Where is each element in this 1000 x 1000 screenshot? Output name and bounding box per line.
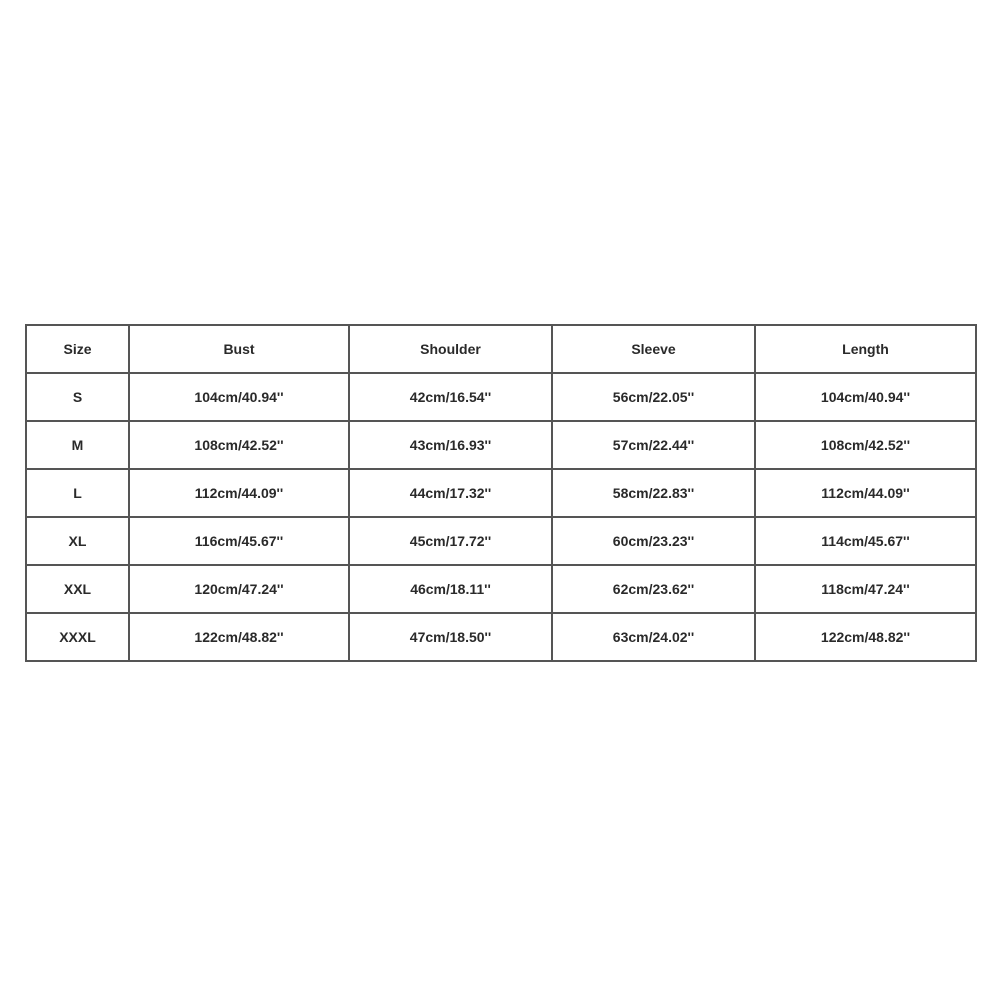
bust-cell: 108cm/42.52''	[129, 421, 349, 469]
size-cell: L	[26, 469, 129, 517]
header-size: Size	[26, 325, 129, 373]
bust-cell: 122cm/48.82''	[129, 613, 349, 661]
shoulder-cell: 43cm/16.93''	[349, 421, 552, 469]
shoulder-cell: 46cm/18.11''	[349, 565, 552, 613]
table-row	[26, 565, 976, 613]
sleeve-cell: 58cm/22.83''	[552, 469, 755, 517]
table-row	[26, 469, 976, 517]
shoulder-cell: 44cm/17.32''	[349, 469, 552, 517]
size-cell: S	[26, 373, 129, 421]
table-row	[26, 613, 976, 661]
table-row	[26, 517, 976, 565]
size-cell: XXL	[26, 565, 129, 613]
length-cell: 104cm/40.94''	[755, 373, 976, 421]
sleeve-cell: 56cm/22.05''	[552, 373, 755, 421]
shoulder-cell: 47cm/18.50''	[349, 613, 552, 661]
bust-cell: 120cm/47.24''	[129, 565, 349, 613]
size-cell: M	[26, 421, 129, 469]
sleeve-cell: 60cm/23.23''	[552, 517, 755, 565]
table-row	[26, 421, 976, 469]
header-shoulder: Shoulder	[349, 325, 552, 373]
length-cell: 112cm/44.09''	[755, 469, 976, 517]
sleeve-cell: 62cm/23.62''	[552, 565, 755, 613]
length-cell: 108cm/42.52''	[755, 421, 976, 469]
size-cell: XL	[26, 517, 129, 565]
length-cell: 122cm/48.82''	[755, 613, 976, 661]
header-sleeve: Sleeve	[552, 325, 755, 373]
header-row	[26, 325, 976, 373]
length-cell: 118cm/47.24''	[755, 565, 976, 613]
shoulder-cell: 42cm/16.54''	[349, 373, 552, 421]
header-bust: Bust	[129, 325, 349, 373]
bust-cell: 112cm/44.09''	[129, 469, 349, 517]
bust-cell: 104cm/40.94''	[129, 373, 349, 421]
bust-cell: 116cm/45.67''	[129, 517, 349, 565]
length-cell: 114cm/45.67''	[755, 517, 976, 565]
size-chart-table	[25, 324, 977, 662]
size-cell: XXXL	[26, 613, 129, 661]
table-row	[26, 373, 976, 421]
shoulder-cell: 45cm/17.72''	[349, 517, 552, 565]
sleeve-cell: 57cm/22.44''	[552, 421, 755, 469]
sleeve-cell: 63cm/24.02''	[552, 613, 755, 661]
header-length: Length	[755, 325, 976, 373]
